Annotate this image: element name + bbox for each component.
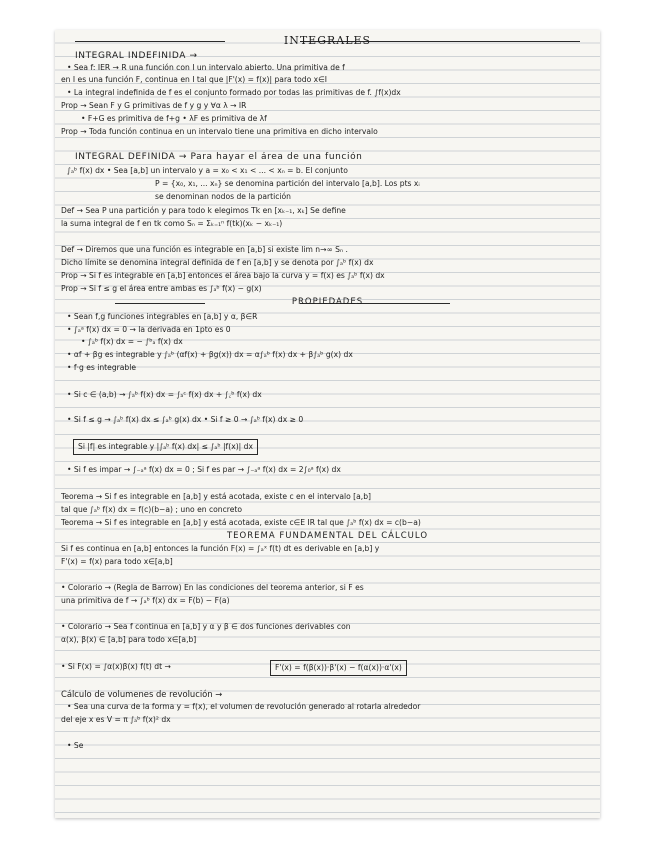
text-line: • Sea f: IER → R una función con I un intervalo abierto. Una primitiva de f — [67, 63, 345, 72]
text-line: • Colorario → (Regla de Barrow) En las condiciones del teorema anterior, si F es — [61, 583, 364, 592]
boxed-formula-abs: Si |f| es integrable y |∫ₐᵇ f(x) dx| ≤ ∫ₐᵇ |f(x)| dx — [73, 439, 258, 455]
text-line: • Sea una curva de la forma y = f(x), el volumen de revolución generado al rotarla alrededor — [67, 702, 421, 711]
text-line: la suma integral de f en tk como Sₙ = Σₖ₌₁ⁿ f(tk)(xₖ − xₖ₋₁) — [61, 219, 283, 228]
def-line: Def → Diremos que una función es integrable en [a,b] si existe lim n→∞ Sₙ . — [61, 245, 348, 254]
text-line: α(x), β(x) ∈ [a,b] para todo x∈[a,b] — [61, 635, 197, 644]
text-line: • ∫ₐᵃ f(x) dx = 0 → la derivada en 1pto es 0 — [67, 325, 231, 334]
text-line: • Sean f,g funciones integrables en [a,b] y α, β∈R — [67, 312, 258, 321]
text-line: una primitiva de f → ∫ₐᵇ f(x) dx = F(b) − F(a) — [61, 596, 230, 605]
text-line: • F+G es primitiva de f+g • λF es primitiva de λf — [81, 114, 267, 123]
theorem-line: Teorema → Si f es integrable en [a,b] y está acotada, existe c∈E IR tal que ∫ₐᵇ f(x) dx = c(b−a) — [61, 518, 421, 527]
heading-propiedades: PROPIEDADES — [291, 297, 364, 307]
prop-line: Prop → Toda función continua en un intervalo tiene una primitiva en dicho intervalo — [61, 127, 378, 136]
text-line: Si f es continua en [a,b] entonces la función F(x) = ∫ₐˣ f(t) dt es derivable en [a,b] y — [61, 544, 380, 553]
text-line: • αf + βg es integrable y ∫ₐᵇ (αf(x) + βg(x)) dx = α∫ₐᵇ f(x) dx + β∫ₐᵇ g(x) dx — [67, 350, 353, 359]
page-title: INTEGRALES — [283, 34, 372, 47]
text-line: • Si f es impar → ∫₋ₐᵃ f(x) dx = 0 ; Si f es par → ∫₋ₐᵃ f(x) dx = 2∫₀ᵃ f(x) dx — [67, 465, 341, 474]
text-line: del eje x es V = π ∫ₐᵇ f(x)² dx — [61, 715, 171, 724]
theorem-line: Teorema → Si f es integrable en [a,b] y está acotada, existe c en el intervalo [a,b] — [61, 492, 371, 501]
text-line: • Si f ≤ g → ∫ₐᵇ f(x) dx ≤ ∫ₐᵇ g(x) dx • Si f ≥ 0 → ∫ₐᵇ f(x) dx ≥ 0 — [67, 415, 304, 424]
text-line: F'(x) = f(x) para todo x∈[a,b] — [61, 557, 173, 566]
boxed-formula-derivative: F'(x) = f(β(x))·β'(x) − f(α(x))·α'(x) — [270, 660, 407, 676]
prop-line: Prop → Si f ≤ g el área entre ambas es ∫ₐᵇ f(x) − g(x) — [61, 284, 262, 293]
notebook-page — [55, 30, 600, 818]
text-line: se denominan nodos de la partición — [155, 192, 291, 201]
text-line: • Si c ∈ (a,b) → ∫ₐᵇ f(x) dx = ∫ₐᶜ f(x) dx + ∫꜀ᵇ f(x) dx — [67, 390, 262, 399]
heading-integral-definida: INTEGRAL DEFINIDA → Para hayar el área de una función — [75, 152, 363, 162]
heading-volumenes: Cálculo de volumenes de revolución → — [61, 689, 223, 699]
text-line: • La integral indefinida de f es el conjunto formado por todas las primitivas de f. ∫f(x)dx — [67, 88, 401, 97]
def-line: Def → Sea P una partición y para todo k elegimos Tk en [xₖ₋₁, xₖ] Se define — [61, 206, 346, 215]
heading-teorema-fundamental: TEOREMA FUNDAMENTAL DEL CÁLCULO — [226, 531, 429, 541]
text-line: tal que ∫ₐᵇ f(x) dx = f(c)(b−a) ; uno en concreto — [61, 505, 243, 514]
text-line: • f·g es integrable — [67, 363, 137, 372]
text-line: Dicho límite se denomina integral definida de f en [a,b] y se denota por ∫ₐᵇ f(x) dx — [61, 258, 374, 267]
prop-line: Prop → Sean F y G primitivas de f y g y ∀α λ → IR — [61, 101, 247, 110]
text-line: • Si F(x) = ∫α(x)β(x) f(t) dt → — [61, 662, 171, 671]
text-line: P = {x₀, x₁, ... xₙ} se denomina partición del intervalo [a,b]. Los pts xᵢ — [155, 179, 420, 188]
text-line: • ∫ₐᵇ f(x) dx = − ∫ᵇₐ f(x) dx — [81, 337, 183, 346]
text-line: ∫ₐᵇ f(x) dx • Sea [a,b] un intervalo y a = x₀ < x₁ < ... < xₙ = b. El conjunto — [67, 166, 348, 175]
prop-line: Prop → Si f es integrable en [a,b] entonces el área bajo la curva y = f(x) es ∫ₐᵇ f(x) dx — [61, 271, 385, 280]
text-line: en I es una función F, continua en I tal que |F'(x) = f(x)| para todo x∈I — [61, 75, 327, 84]
heading-integral-indefinida: INTEGRAL INDEFINIDA → — [75, 51, 198, 61]
text-line: • Colorario → Sea f continua en [a,b] y α y β ∈ dos funciones derivables con — [61, 622, 351, 631]
text-line: • Se — [67, 741, 84, 750]
